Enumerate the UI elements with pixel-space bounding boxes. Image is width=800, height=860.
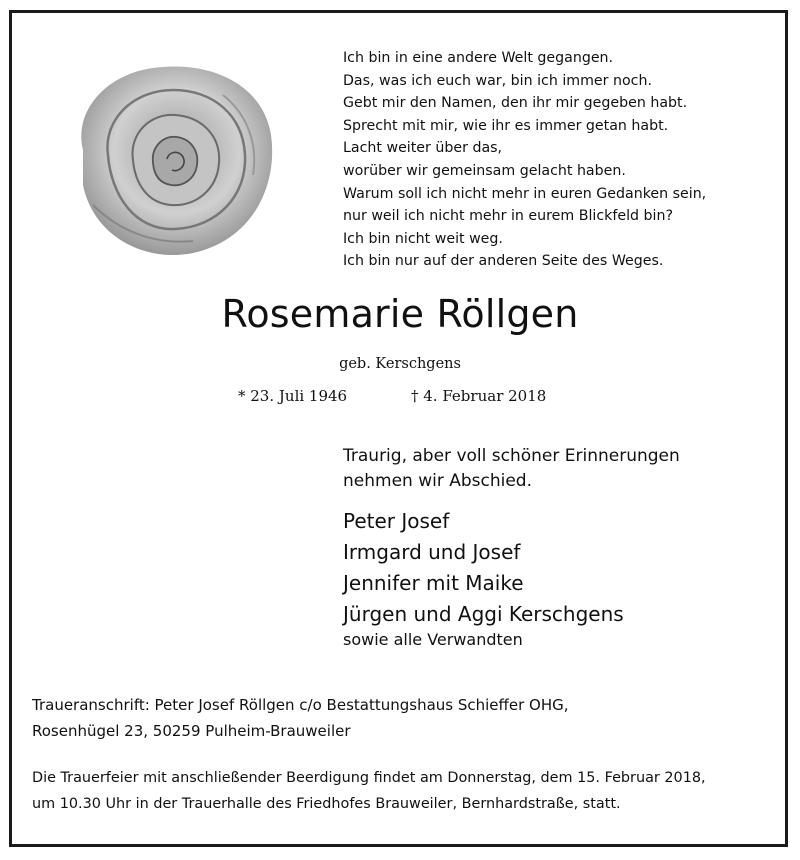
mourner: Peter Josef xyxy=(343,509,450,533)
mourner: Jürgen und Aggi Kerschgens xyxy=(343,602,624,626)
mourners-list xyxy=(343,506,624,630)
death-date: † 4. Februar 2018 xyxy=(411,387,547,405)
mourner: Jennifer mit Maike xyxy=(343,571,524,595)
birth-date: * 23. Juli 1946 xyxy=(238,387,348,405)
farewell-line: Traurig, aber voll schöner Erinnerungen xyxy=(343,446,680,466)
poem-line: Gebt mir den Namen, den ihr mir gegeben habt. xyxy=(343,95,688,112)
ceremony-line: Die Trauerfeier mit anschließender Beerdigung findet am Donnerstag, dem 15. Februar 2018, xyxy=(32,770,706,786)
poem-line: Ich bin in eine andere Welt gegangen. xyxy=(343,50,614,66)
poem-line: Sprecht mit mir, wie ihr es immer getan habt. xyxy=(343,117,669,134)
mourning-address xyxy=(32,692,569,744)
poem-line: Das, was ich euch war, bin ich immer noch. xyxy=(343,72,652,89)
farewell-line: nehmen wir Abschied. xyxy=(343,471,533,491)
poem-line: worüber wir gemeinsam gelacht haben. xyxy=(343,162,626,179)
poem-line: Lacht weiter über das, xyxy=(343,140,503,157)
poem xyxy=(343,47,706,273)
poem-line: Ich bin nicht weit weg. xyxy=(343,230,503,247)
birth-name: geb. Kerschgens xyxy=(339,356,461,372)
farewell-text xyxy=(343,444,680,494)
ceremony-line: um 10.30 Uhr in der Trauerhalle des Friedhofes Brauweiler, Bernhardstraße, statt. xyxy=(32,796,621,812)
poem-line: nur weil ich nicht mehr in eurem Blickfeld bin? xyxy=(343,208,674,225)
relatives-line: sowie alle Verwandten xyxy=(343,630,523,649)
poem-line: Warum soll ich nicht mehr in euren Gedanken sein, xyxy=(343,185,707,202)
address-line: Rosenhügel 23, 50259 Pulheim-Brauweiler xyxy=(32,722,351,740)
mourner: Irmgard und Josef xyxy=(343,540,521,564)
deceased-name: Rosemarie Röllgen xyxy=(221,292,579,336)
address-line: Traueranschrift: Peter Josef Röllgen c/o Bestattungshaus Schieffer OHG, xyxy=(32,696,569,714)
rose-image xyxy=(63,55,283,265)
ceremony-info xyxy=(32,765,706,817)
poem-line: Ich bin nur auf der anderen Seite des Weges. xyxy=(343,253,664,270)
